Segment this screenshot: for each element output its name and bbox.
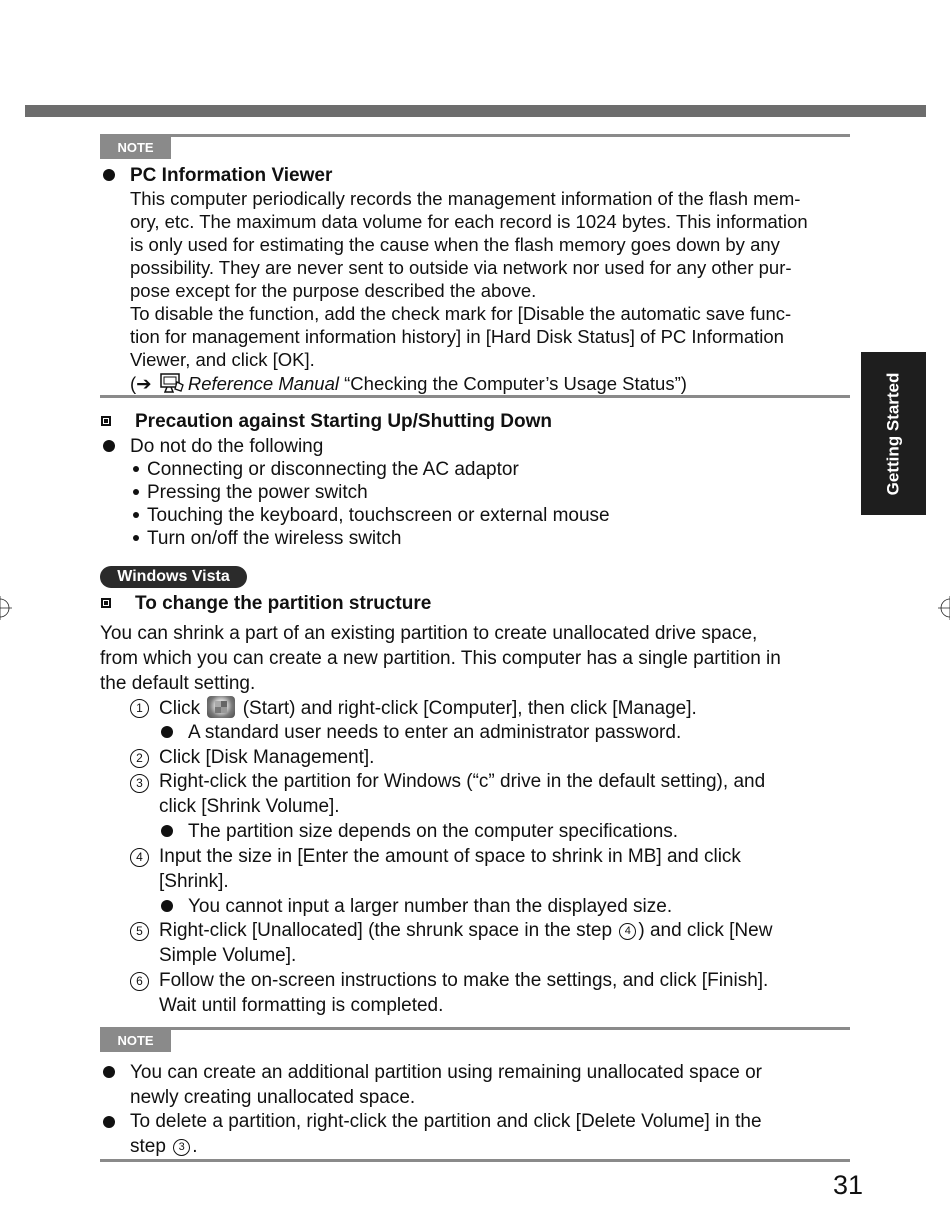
step-6-line: Wait until formatting is completed.	[159, 995, 444, 1016]
precaution-item: Pressing the power switch	[147, 482, 368, 503]
note-item-line	[130, 1135, 197, 1158]
partition-intro-line: from which you can create a new partition. This computer has a single partition in	[100, 648, 781, 669]
step-number-badge: 5	[130, 922, 149, 941]
step-6-line: Follow the on-screen instructions to make the settings, and click [Finish].	[159, 970, 769, 991]
step-2-text: Click [Disk Management].	[159, 747, 375, 768]
square-bullet-icon	[101, 598, 111, 608]
note-bottom-rule	[100, 1159, 850, 1162]
arrow-right-icon: ➔	[136, 373, 152, 394]
partition-intro-line: You can shrink a part of an existing partition to create unallocated drive space,	[100, 623, 758, 644]
step-number-badge: 4	[130, 848, 149, 867]
note-line: pose except for the purpose described the above.	[130, 280, 537, 301]
partition-heading: To change the partition structure	[135, 593, 432, 614]
note-line: tion for management information history] in [Hard Disk Status] of PC Information	[130, 326, 784, 347]
step-number-badge: 1	[130, 699, 149, 718]
registration-mark-left-icon	[0, 596, 12, 620]
note-line: ory, etc. The maximum data volume for each record is 1024 bytes. This information	[130, 211, 808, 232]
bullet-icon	[103, 1116, 115, 1128]
page-number: 31	[833, 1170, 864, 1200]
note-top-rule	[100, 134, 850, 137]
step-4-line: Input the size in [Enter the amount of space to shrink in MB] and click	[159, 846, 741, 867]
note-period: .	[192, 1136, 198, 1157]
note-top-rule	[100, 1027, 850, 1030]
sub-bullet-icon	[133, 466, 139, 472]
section-side-tab	[861, 352, 926, 515]
step-1-note: A standard user needs to enter an administrator password.	[188, 722, 682, 743]
precaution-item: Touching the keyboard, touchscreen or external mouse	[147, 505, 610, 526]
step-1-after: (Start) and right-click [Computer], then click [Manage].	[242, 698, 697, 719]
step-5-line	[159, 919, 772, 942]
step-5-before: Right-click [Unallocated] (the shrunk space in the step	[159, 920, 613, 941]
step-number-badge: 2	[130, 749, 149, 768]
note-bottom-rule	[100, 395, 850, 398]
registration-mark-right-icon	[938, 596, 950, 620]
note-tag: NOTE	[100, 137, 171, 159]
step-number-badge: 3	[130, 774, 149, 793]
note-item-line: newly creating unallocated space.	[130, 1087, 416, 1108]
bullet-icon	[161, 726, 173, 738]
bullet-icon	[103, 1066, 115, 1078]
note-line: This computer periodically records the management information of the flash mem-	[130, 188, 801, 209]
step-3-note: The partition size depends on the computer specifications.	[188, 821, 679, 842]
reference-manual-icon	[159, 373, 185, 393]
note-line: is only used for estimating the cause when the flash memory goes down by any	[130, 234, 780, 255]
bullet-icon	[161, 900, 173, 912]
sub-bullet-icon	[133, 489, 139, 495]
header-bar	[25, 105, 926, 117]
step-4-line: [Shrink].	[159, 871, 229, 892]
step-3-line: click [Shrink Volume].	[159, 796, 340, 817]
bullet-icon	[103, 440, 115, 452]
step-3-line: Right-click the partition for Windows (“c” drive in the default setting), and	[159, 771, 766, 792]
ref-text: “Checking the Computer’s Usage Status”)	[344, 373, 687, 394]
sub-bullet-icon	[133, 535, 139, 541]
side-tab-label: Getting Started	[883, 372, 903, 495]
step-1-before: Click	[159, 698, 201, 719]
precaution-item: Connecting or disconnecting the AC adaptor	[147, 459, 519, 480]
sub-bullet-icon	[133, 512, 139, 518]
precaution-intro: Do not do the following	[130, 436, 324, 457]
note-step-word: step	[130, 1136, 166, 1157]
note-line: Viewer, and click [OK].	[130, 349, 315, 370]
note-line: To disable the function, add the check mark for [Disable the automatic save func-	[130, 303, 792, 324]
step-4-note: You cannot input a larger number than the displayed size.	[188, 896, 673, 917]
windows-start-icon	[207, 696, 235, 718]
step-5-line: Simple Volume].	[159, 945, 297, 966]
ref-prefix: (	[130, 373, 137, 394]
pc-info-viewer-heading: PC Information Viewer	[130, 165, 333, 186]
note-item-line: You can create an additional partition using remaining unallocated space or	[130, 1062, 763, 1083]
note-line: possibility. They are never sent to outside via network nor used for any other pur-	[130, 257, 792, 278]
precaution-heading: Precaution against Starting Up/Shutting Down	[135, 411, 552, 432]
partition-intro-line: the default setting.	[100, 673, 256, 694]
step-ref-badge: 3	[173, 1139, 190, 1156]
note-item-line: To delete a partition, right-click the partition and click [Delete Volume] in the	[130, 1111, 762, 1132]
square-bullet-icon	[101, 416, 111, 426]
step-ref-badge: 4	[619, 923, 636, 940]
reference-line	[130, 372, 687, 395]
bullet-icon	[103, 169, 115, 181]
step-number-badge: 6	[130, 972, 149, 991]
os-badge: Windows Vista	[100, 566, 247, 588]
step-1-text	[159, 696, 697, 720]
precaution-item: Turn on/off the wireless switch	[147, 528, 402, 549]
bullet-icon	[161, 825, 173, 837]
step-5-after: ) and click [New	[638, 920, 773, 941]
note-tag: NOTE	[100, 1030, 171, 1052]
ref-manual-title: Reference Manual	[187, 373, 339, 394]
